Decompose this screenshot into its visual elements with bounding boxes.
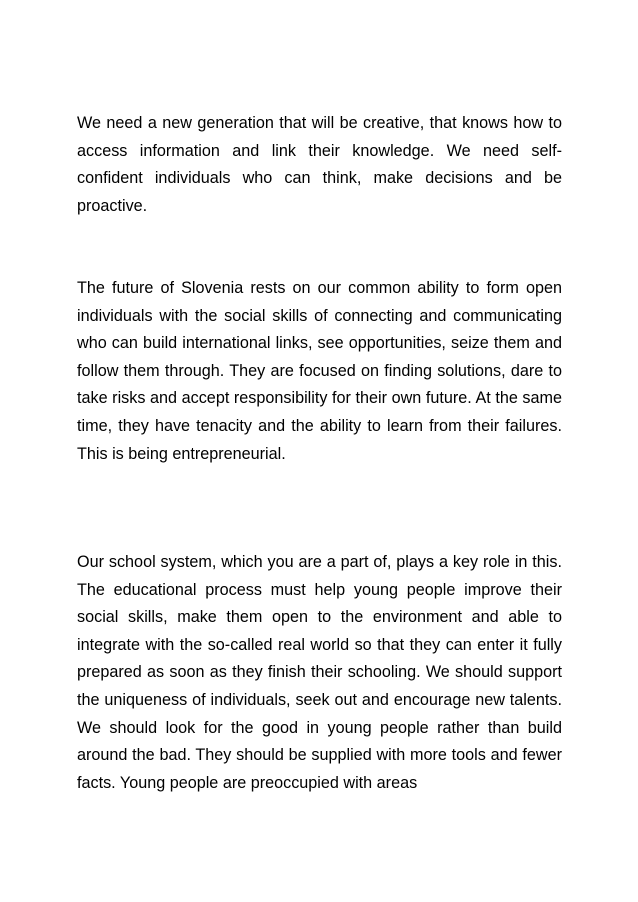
paragraph-school-system (77, 549, 562, 797)
paragraph-text: Our school system, which you are a part of, plays a key role in this. The educational process must help young people improve their social skills, make them open to the environment and able to integrate with the so-called real world so that they can enter it fully prepared as soon as they finish their schooling. We should support the uniqueness of individuals, seek out and encourage new talents. We should look for the good in young people rather than build around the bad. They should be supplied with more tools and fewer facts. Young people are preoccupied with areas (77, 553, 562, 792)
paragraph-new-generation (77, 110, 562, 220)
paragraph-text: The future of Slovenia rests on our common ability to form open individuals with the social skills of connecting and communicating who can build international links, see opportunities, seize them and follow them through. They are focused on finding solutions, dare to take risks and accept responsibility for their own future. At the same time, they have tenacity and the ability to learn from their failures. This is being entrepreneurial. (77, 279, 562, 463)
paragraph-future-of-slovenia (77, 275, 562, 468)
paragraph-text: We need a new generation that will be creative, that knows how to access information and link their knowledge. We need self-confident individuals who can think, make decisions and be proactive. (77, 114, 562, 215)
